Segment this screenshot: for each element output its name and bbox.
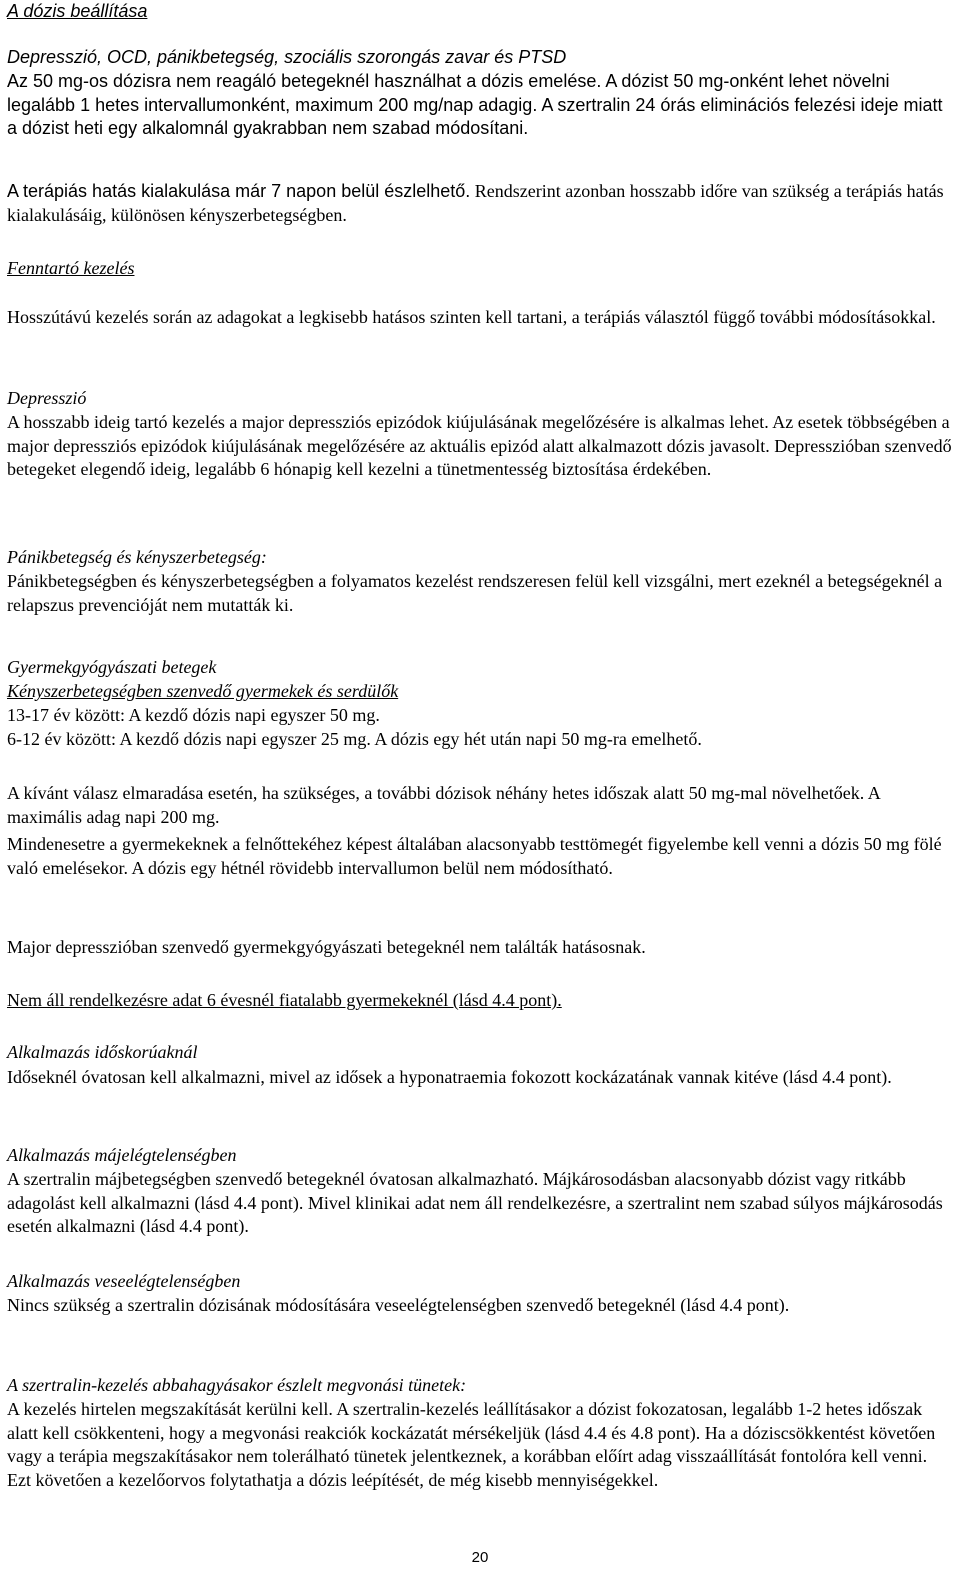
s5-l2: 6-12 év között: A kezdő dózis napi egyszer 25 mg. A dózis egy hét után napi 50 mg-ra emelhető. <box>7 729 702 749</box>
s5-p3: Major depresszióban szenvedő gyermekgyógyászati betegeknél nem találták hatásosnak. <box>7 937 646 957</box>
s2-title: Fenntartó kezelés <box>7 258 135 278</box>
s4-title: Pánikbetegség és kényszerbetegség: <box>7 547 267 567</box>
s8-p1: Nincs szükség a szertralin dózisának módosítására veseelégtelenségben szenvedő betegeknél (lásd 4.4 pont). <box>7 1295 790 1315</box>
s3-title: Depresszió <box>7 388 87 408</box>
heading: A dózis beállítása <box>7 1 148 21</box>
s5-subtitle: Kényszerbetegségben szenvedő gyermekek és serdülők <box>7 681 399 701</box>
s9-title: A szertralin-kezelés abbahagyásakor észlelt megvonási tünetek: <box>7 1375 467 1395</box>
s5-l1: 13-17 év között: A kezdő dózis napi egyszer 50 mg. <box>7 705 380 725</box>
s5-title: Gyermekgyógyászati betegek <box>7 657 217 677</box>
s7-title: Alkalmazás májelégtelenségben <box>7 1145 237 1165</box>
s7-p1: A szertralin májbetegségben szenvedő betegeknél óvatosan alkalmazható. Májkárosodásban alacsonyabb dózist vagy ritkább adagolást kell alkalmazni (lásd 4.4 pont). Mivel klinikai adat nem áll rendelkezésre, a szertralint nem szabad súlyos májkárosodás esetén alkalmazni (lásd 4.4 pont). <box>7 1169 943 1236</box>
s1-p2b: Rendszerint azonban hosszabb időre van szükség a terápiás hatás kialakulásáig, különösen kényszerbetegségben. <box>7 181 944 225</box>
s6-p1: Időseknél óvatosan kell alkalmazni, mivel az idősek a hyponatraemia fokozott kockázatának vannak kitéve (lásd 4.4 pont). <box>7 1067 892 1087</box>
page-number: 20 <box>471 1549 489 1566</box>
s8-title: Alkalmazás veseelégtelenségben <box>7 1271 241 1291</box>
s1-p2a: A terápiás hatás kialakulása már 7 napon belül észlelhető. <box>7 181 471 201</box>
s4-p1: Pánikbetegségben és kényszerbetegségben a folyamatos kezelést rendszeresen felül kell vizsgálni, mert ezeknél a betegségeknél a relapszus prevencióját nem mutatták ki. <box>7 571 943 615</box>
s1-p1: Az 50 mg-os dózisra nem reagáló betegeknél használhat a dózis emelése. A dózist 50 mg-onként lehet növelni legalább 1 hetes intervallumonként, maximum 200 mg/nap adagig. A szertralin 24 órás eliminációs felezési ideje miatt a dózist heti egy alkalomnál gyakrabban nem szabad módosítani. <box>7 71 943 138</box>
s2-p1: Hosszútávú kezelés során az adagokat a legkisebb hatásos szinten kell tartani, a terápiás választól függő további módosításokkal. <box>7 307 936 327</box>
s5-p1: A kívánt válasz elmaradása esetén, ha szükséges, a további dózisok néhány hetes időszak alatt 50 mg-mal növelhetőek. A maximális adag napi 200 mg. <box>7 783 880 827</box>
s9-p1: A kezelés hirtelen megszakítását kerülni kell. A szertralin-kezelés leállításakor a dózist fokozatosan, legalább 1-2 hetes időszak alatt kell csökkenteni, hogy a megvonási reakciók kockázatát mérsékeljük (lásd 4.4 és 4.8 pont). Ha a dóziscsökkentést követően vagy a terápia megszakításakor nem tolerálható tünetek jelentkeznek, a korábban előírt adag visszaállítását fontolóra kell venni. Ezt követően a kezelőorvos folytathatja a dózis leépítését, de még kisebb mennyiségekkel. <box>7 1399 936 1490</box>
s6-title: Alkalmazás időskorúaknál <box>7 1042 198 1062</box>
s1-title: Depresszió, OCD, pánikbetegség, szociális szorongás zavar és PTSD <box>7 47 567 67</box>
s5-p4: Nem áll rendelkezésre adat 6 évesnél fiatalabb gyermekeknél (lásd 4.4 pont). <box>7 990 562 1010</box>
s1-p2 <box>7 180 952 227</box>
s3-p1: A hosszabb ideig tartó kezelés a major depressziós epizódok kiújulásának megelőzésére is alkalmas lehet. Az esetek többségében a major depressziós epizódok kiújulásának megelőzésére az aktuális epizód alatt alkalmazott dózis javasolt. Depresszióban szenvedő betegeket elegendő ideig, legalább 6 hónapig kell kezelni a tünetmentesség biztosítása érdekében. <box>7 412 952 479</box>
s5-p2: Mindenesetre a gyermekeknek a felnőttekéhez képest általában alacsonyabb testtömegét figyelembe kell venni a dózis 50 mg fölé való emelésekor. A dózis egy hétnél rövidebb intervallumon belül nem módosítható. <box>7 834 942 878</box>
